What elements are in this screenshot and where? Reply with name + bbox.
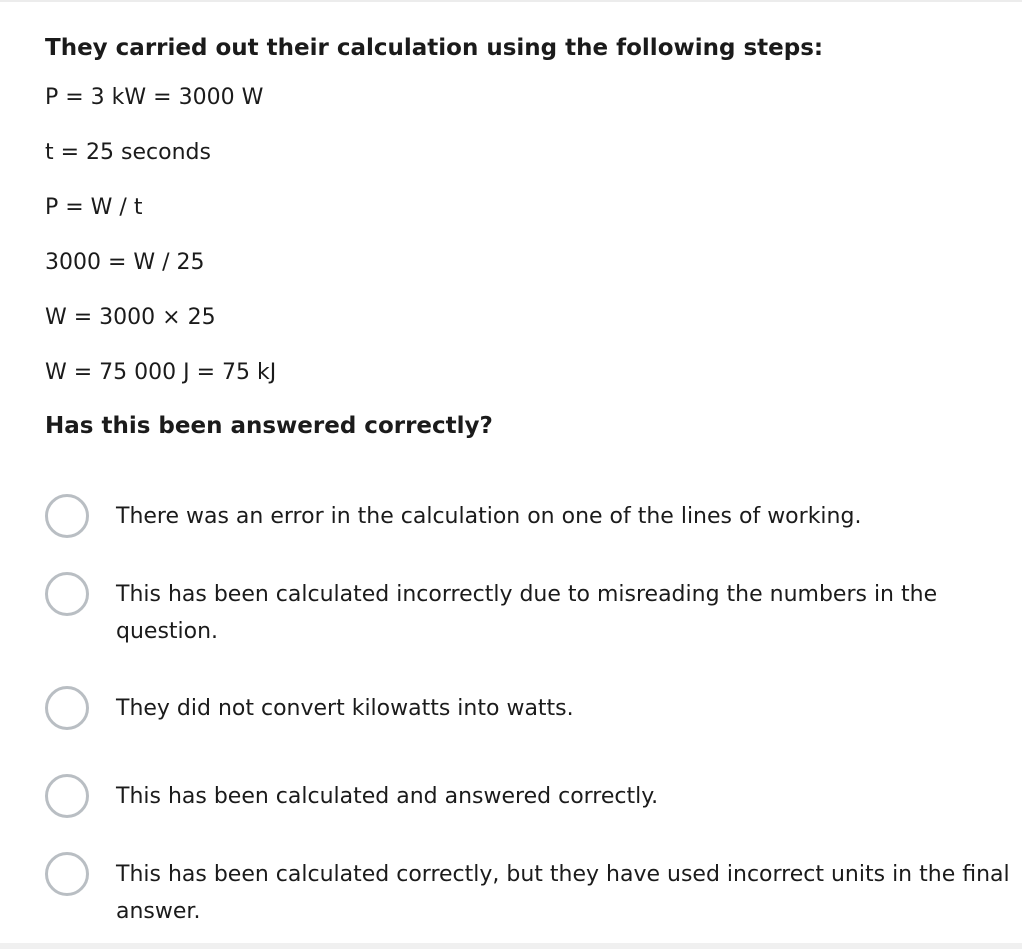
calculation-step: W = 3000 × 25 xyxy=(45,305,216,330)
calculation-step: P = W / t xyxy=(45,195,143,220)
radio-button[interactable] xyxy=(45,572,89,616)
answer-option[interactable] xyxy=(45,838,1015,952)
radio-button[interactable] xyxy=(45,852,89,896)
radio-button[interactable] xyxy=(45,686,89,730)
radio-button[interactable] xyxy=(45,494,89,538)
intro-text: They carried out their calculation using the following steps: xyxy=(45,35,824,61)
answer-option-label: This has been calculated incorrectly due to misreading the numbers in the question. xyxy=(116,582,938,644)
bottom-divider xyxy=(0,943,1022,949)
calculation-step: t = 25 seconds xyxy=(45,140,211,165)
answer-option-label: There was an error in the calculation on one of the lines of working. xyxy=(116,504,862,529)
calculation-step: W = 75 000 J = 75 kJ xyxy=(45,360,277,385)
calculation-step: P = 3 kW = 3000 W xyxy=(45,85,264,110)
answer-options xyxy=(45,480,1015,952)
question-content xyxy=(45,26,1015,452)
radio-button[interactable] xyxy=(45,774,89,818)
answer-option-label: This has been calculated correctly, but they have used incorrect units in the final answer. xyxy=(116,862,1010,924)
calculation-steps xyxy=(45,70,1015,400)
answer-option[interactable] xyxy=(45,480,1015,558)
answer-option[interactable] xyxy=(45,672,1015,760)
answer-option-label: They did not convert kilowatts into watts. xyxy=(116,696,574,721)
answer-option[interactable] xyxy=(45,558,1015,672)
top-divider xyxy=(0,0,1022,2)
answer-option-label: This has been calculated and answered correctly. xyxy=(116,784,659,809)
question-prompt: Has this been answered correctly? xyxy=(45,413,493,439)
answer-option[interactable] xyxy=(45,760,1015,838)
calculation-step: 3000 = W / 25 xyxy=(45,250,205,275)
